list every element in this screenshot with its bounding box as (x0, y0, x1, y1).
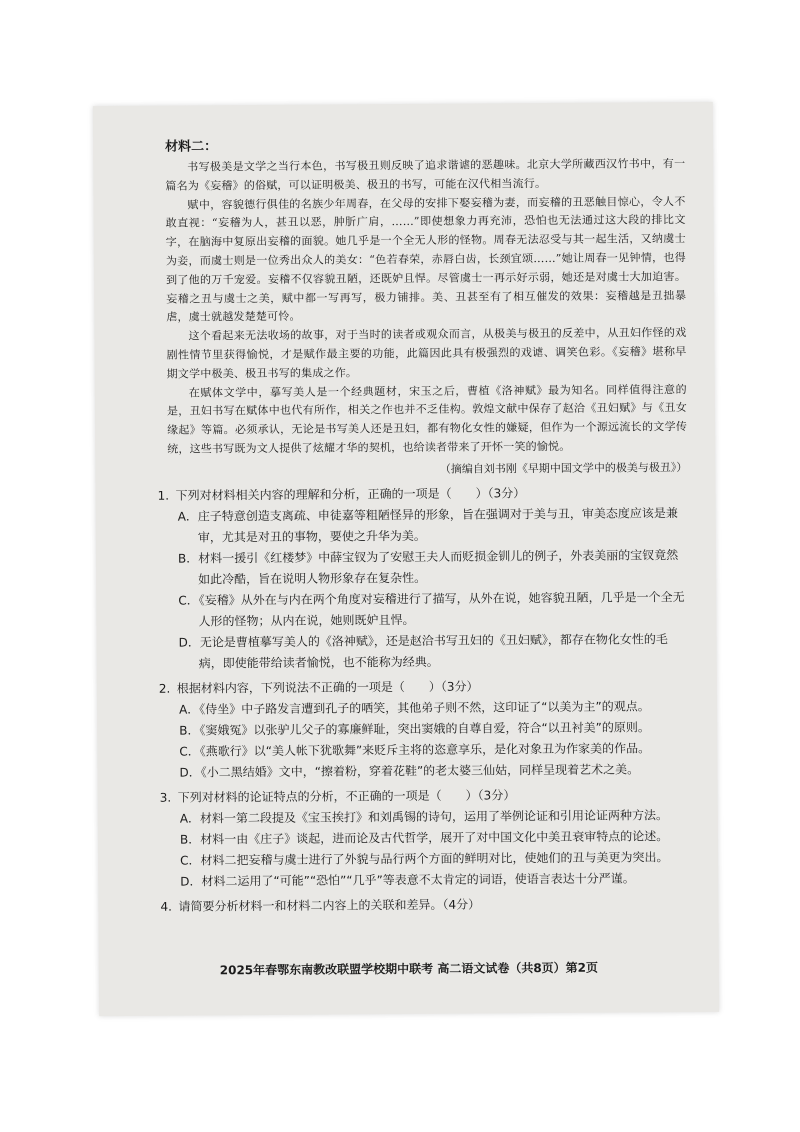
option-a: A．材料一第二段提及《宝玉挨打》和刘禹锡的诗句，运用了举例论证和引用论证两种方法。 (179, 807, 669, 826)
question-4 (160, 893, 690, 918)
option-d: D．无论是曹植摹写美人的《洛神赋》，还是赵洽书写丑妇的《丑妇赋》，都存在物化女性的毛病，即使能带给读者愉悦，也不能称为经典。 (178, 631, 668, 671)
option-a: A．庄子特意创造支离疏、申徒嘉等粗陋怪异的形象，旨在强调对于美与丑，审美态度应该是兼审，尤其是对丑的事物，要使之升华为美。 (177, 505, 678, 545)
option-d: D．材料二运用了“可能”“恐怕”“几乎”等表意不太肯定的词语，使语言表达十分严谨。 (180, 871, 635, 889)
page-footer: 2025年春鄂东南教改联盟学校期中联考 高二语文试卷（共8页）第2页 (219, 960, 599, 978)
option-c: C．《妄稽》从外在与内在两个角度对妄稽进行了描写，从外在说，她容貌丑陋，几乎是一个全无人形的怪物；从内在说，她则既妒且悍。 (178, 589, 685, 629)
option-b: B．《窦娥冤》以张驴儿父子的寡廉鲜耻，突出窦娥的自尊自爱，符合“以丑衬美”的原则。 (179, 720, 650, 738)
option-c: C．《燕歌行》以“美人帐下犹歌舞”来贬斥主将的恣意享乐，是化对象丑为作家美的作品。 (179, 741, 651, 759)
material-paragraph: 在赋体文学中，摹写美人是一个经典题材，宋玉之后，曹植《洛神赋》最为知名。同样值得注意的是，丑妇书写在赋体中也代有所作，相关之作也并不乏佳构。敦煌文献中保存了赵洽《丑妇赋》与《丑女缘起》等篇。必须承认，无论是书写美人还是丑妇，都有物化女性的嫌疑，但作为一个源远流长的文学传统，这些书写既为文人提供了炫耀才华的契机，也给读者带来了开怀一笑的愉悦。 (166, 382, 688, 456)
material-paragraph: 这个看起来无法收场的故事，对于当时的读者或观众而言，从极美与极丑的反差中，从丑妇作怪的戏剧性情节里获得愉悦，才是赋作最主要的功能，此篇因此具有极强烈的戏谑、调笑色彩。《妄稽》堪称早期文学中极美、极丑书写的集成之作。 (166, 326, 687, 381)
option-a: A．《侍坐》中子路发言遭到孔子的哂笑，其他弟子则不然，这印证了“以美为主”的观点。 (178, 699, 650, 717)
question-stem: 下列对材料相关内容的理解和分析，正确的一项是（ ）（3分） (175, 485, 526, 503)
material-source: （摘编自刘书刚《早期中国文学中的极美与极丑》） (439, 460, 688, 476)
question-number: 3. (159, 790, 172, 805)
question-stem: 请简要分析材料一和材料二内容上的关联和差异。（4分） (178, 897, 481, 914)
option-d: D．《小二黑结婚》文中，“擦着粉，穿着花鞋”的老太婆三仙姑，同样呈现着艺术之美。 (179, 762, 640, 780)
material-paragraph: 书写极美是文学之当行本色，书写极丑则反映了追求谐谑的恶趣味。北京大学所藏西汉竹书中，有一篇名为《妄稽》的俗赋，可以证明极美、极丑的书写，可能在汉代相当流行。 (165, 157, 686, 193)
option-b: B．材料一援引《红楼梦》中薛宝钗为了安慰王夫人而贬损金钏儿的例子，外表美丽的宝钗竟然如此冷酷，旨在说明人物形象存在复杂性。 (177, 547, 679, 587)
material-heading: 材料二： (165, 139, 218, 155)
question-number: 4. (160, 899, 172, 914)
question-number: 1. (157, 488, 170, 503)
page-content (157, 132, 690, 917)
question-stem: 根据材料内容，下列说法不正确的一项是（ ）（3分） (176, 679, 479, 696)
question-stem: 下列对材料的论证特点的分析，不正确的一项是（ ）（3分） (177, 787, 516, 805)
option-c: C．材料二把妄稽与虞士进行了外貌与品行两个方面的鲜明对比，使她们的丑与美更为突出。 (180, 849, 669, 868)
exam-page (93, 102, 719, 1016)
option-b: B．材料一由《庄子》谈起，进而论及古代哲学，展开了对中国文化中美丑衰审特点的论述。 (179, 828, 669, 847)
question-number: 2. (158, 681, 171, 696)
material-paragraph: 赋中，容貌德行俱佳的名族少年周春，在父母的安排下娶妄稽为妻，而妄稽的丑恶触目惊心，令人不敢直视：“妄稽为人，甚丑以恶，肿肵广肩，……”即使想象力再充沛，恐怕也无法通过这大段的排比文字，在脑海中复原出妄稽的面貌。她几乎是一个全无人形的怪物。周春无法忍受与其一起生活，又纳虞士为妾，而虞士则是一位秀出众人的美女：“色若春荣，赤唇白齿，长颈宜颂……”她让周春一见钟情，也得到了他的万千宠爱。妄稽不仅容貌丑陋，还既妒且悍。尽管虞士一再示好示弱，她还是对虞士大加迫害。妄稽之丑与虞士之美，赋中都一写再写，极力铺排。美、丑甚至有了相互催发的效果：妄稽越是丑拙暴虐，虞士就越发楚楚可怜。 (165, 194, 687, 325)
